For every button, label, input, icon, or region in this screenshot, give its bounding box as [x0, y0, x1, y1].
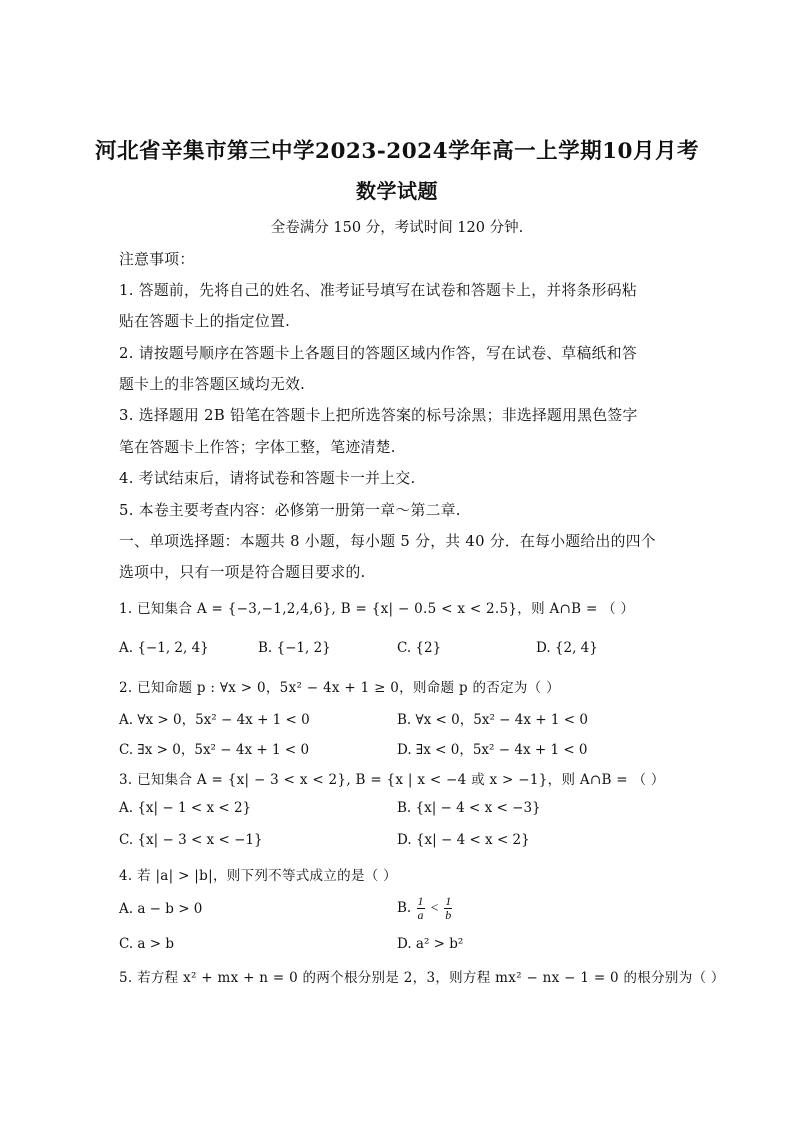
question-5-stem: 5. 若方程 x² + mx + n = 0 的两个根分别是 2，3，则方程 mx² − nx − 1 = 0 的根分别为（ ） — [119, 970, 725, 986]
question-4-option-a: A. a − b > 0 — [119, 901, 203, 917]
question-3-option-a: A. {x| − 1 < x < 2} — [119, 800, 252, 816]
option-b-label: B. — [397, 900, 412, 916]
question-4-option-c: C. a > b — [119, 936, 175, 952]
notice-line: 2. 请按题号顺序在答题卡上各题目的答题区域内作答，写在试卷、草稿纸和答 — [119, 345, 637, 362]
question-2-option-c: C. ∃x > 0，5x² − 4x + 1 < 0 — [119, 742, 310, 758]
exam-subtitle: 数学试题 — [356, 179, 438, 203]
section-heading: 一、单项选择题：本题共 8 小题，每小题 5 分，共 40 分．在每小题给出的四个 — [119, 533, 656, 550]
question-3-option-c: C. {x| − 3 < x < −1} — [119, 832, 263, 848]
section-heading-cont: 选项中，只有一项是符合题目要求的. — [119, 564, 366, 581]
notice-line: 贴在答题卡上的指定位置. — [119, 313, 291, 330]
question-1-option-d: D. {2, 4} — [536, 640, 598, 656]
question-2-option-d: D. ∃x < 0，5x² − 4x + 1 < 0 — [397, 742, 588, 758]
notice-line: 4. 考试结束后，请将试卷和答题卡一并上交. — [119, 470, 416, 487]
question-3-option-b: B. {x| − 4 < x < −3} — [397, 800, 541, 816]
question-4-option-d: D. a² > b² — [397, 936, 464, 952]
question-2-stem: 2. 已知命题 p : ∀x > 0，5x² − 4x + 1 ≥ 0，则命题 p 的否定为（ ） — [119, 680, 560, 696]
fraction-right: $\frac{1}{b}$ — [445, 894, 452, 922]
question-1-option-a: A. {−1, 2, 4} — [119, 640, 209, 656]
question-2-option-a: A. ∀x > 0，5x² − 4x + 1 < 0 — [119, 712, 310, 728]
question-2-option-b: B. ∀x < 0，5x² − 4x + 1 < 0 — [397, 712, 588, 728]
question-3-stem: 3. 已知集合 A = {x| − 3 < x < 2}, B = {x | x < −4 或 x > −1}，则 A∩B = （ ） — [119, 772, 665, 788]
notice-line: 题卡上的非答题区域均无效. — [119, 376, 306, 393]
notice-line: 3. 选择题用 2B 铅笔在答题卡上把所选答案的标号涂黑；非选择题用黑色签字 — [119, 407, 638, 424]
question-4-option-b: B. $\frac{1}{a}$ < $\frac{1}{b}$ — [397, 894, 452, 922]
question-1-stem: 1. 已知集合 A = {−3,−1,2,4,6}, B = {x| − 0.5 < x < 2.5}，则 A∩B = （ ） — [119, 601, 635, 617]
exam-info: 全卷满分 150 分，考试时间 120 分钟. — [270, 220, 524, 236]
question-1-option-b: B. {−1, 2} — [258, 640, 331, 656]
fraction-left: $\frac{1}{a}$ — [417, 894, 424, 922]
question-3-option-d: D. {x| − 4 < x < 2} — [397, 832, 530, 848]
notice-heading: 注意事项： — [119, 251, 195, 268]
notice-line: 笔在答题卡上作答；字体工整，笔迹清楚. — [119, 439, 396, 456]
notice-line: 1. 答题前，先将自己的姓名、准考证号填写在试卷和答题卡上，并将条形码粘 — [119, 282, 637, 299]
notice-line: 5. 本卷主要考查内容：必修第一册第一章～第二章. — [119, 502, 461, 519]
question-4-stem: 4. 若 |a| > |b|，则下列不等式成立的是（ ） — [119, 868, 397, 884]
question-1-option-c: C. {2} — [397, 640, 442, 656]
exam-title: 河北省辛集市第三中学2023-2024学年高一上学期10月月考 — [94, 139, 700, 164]
